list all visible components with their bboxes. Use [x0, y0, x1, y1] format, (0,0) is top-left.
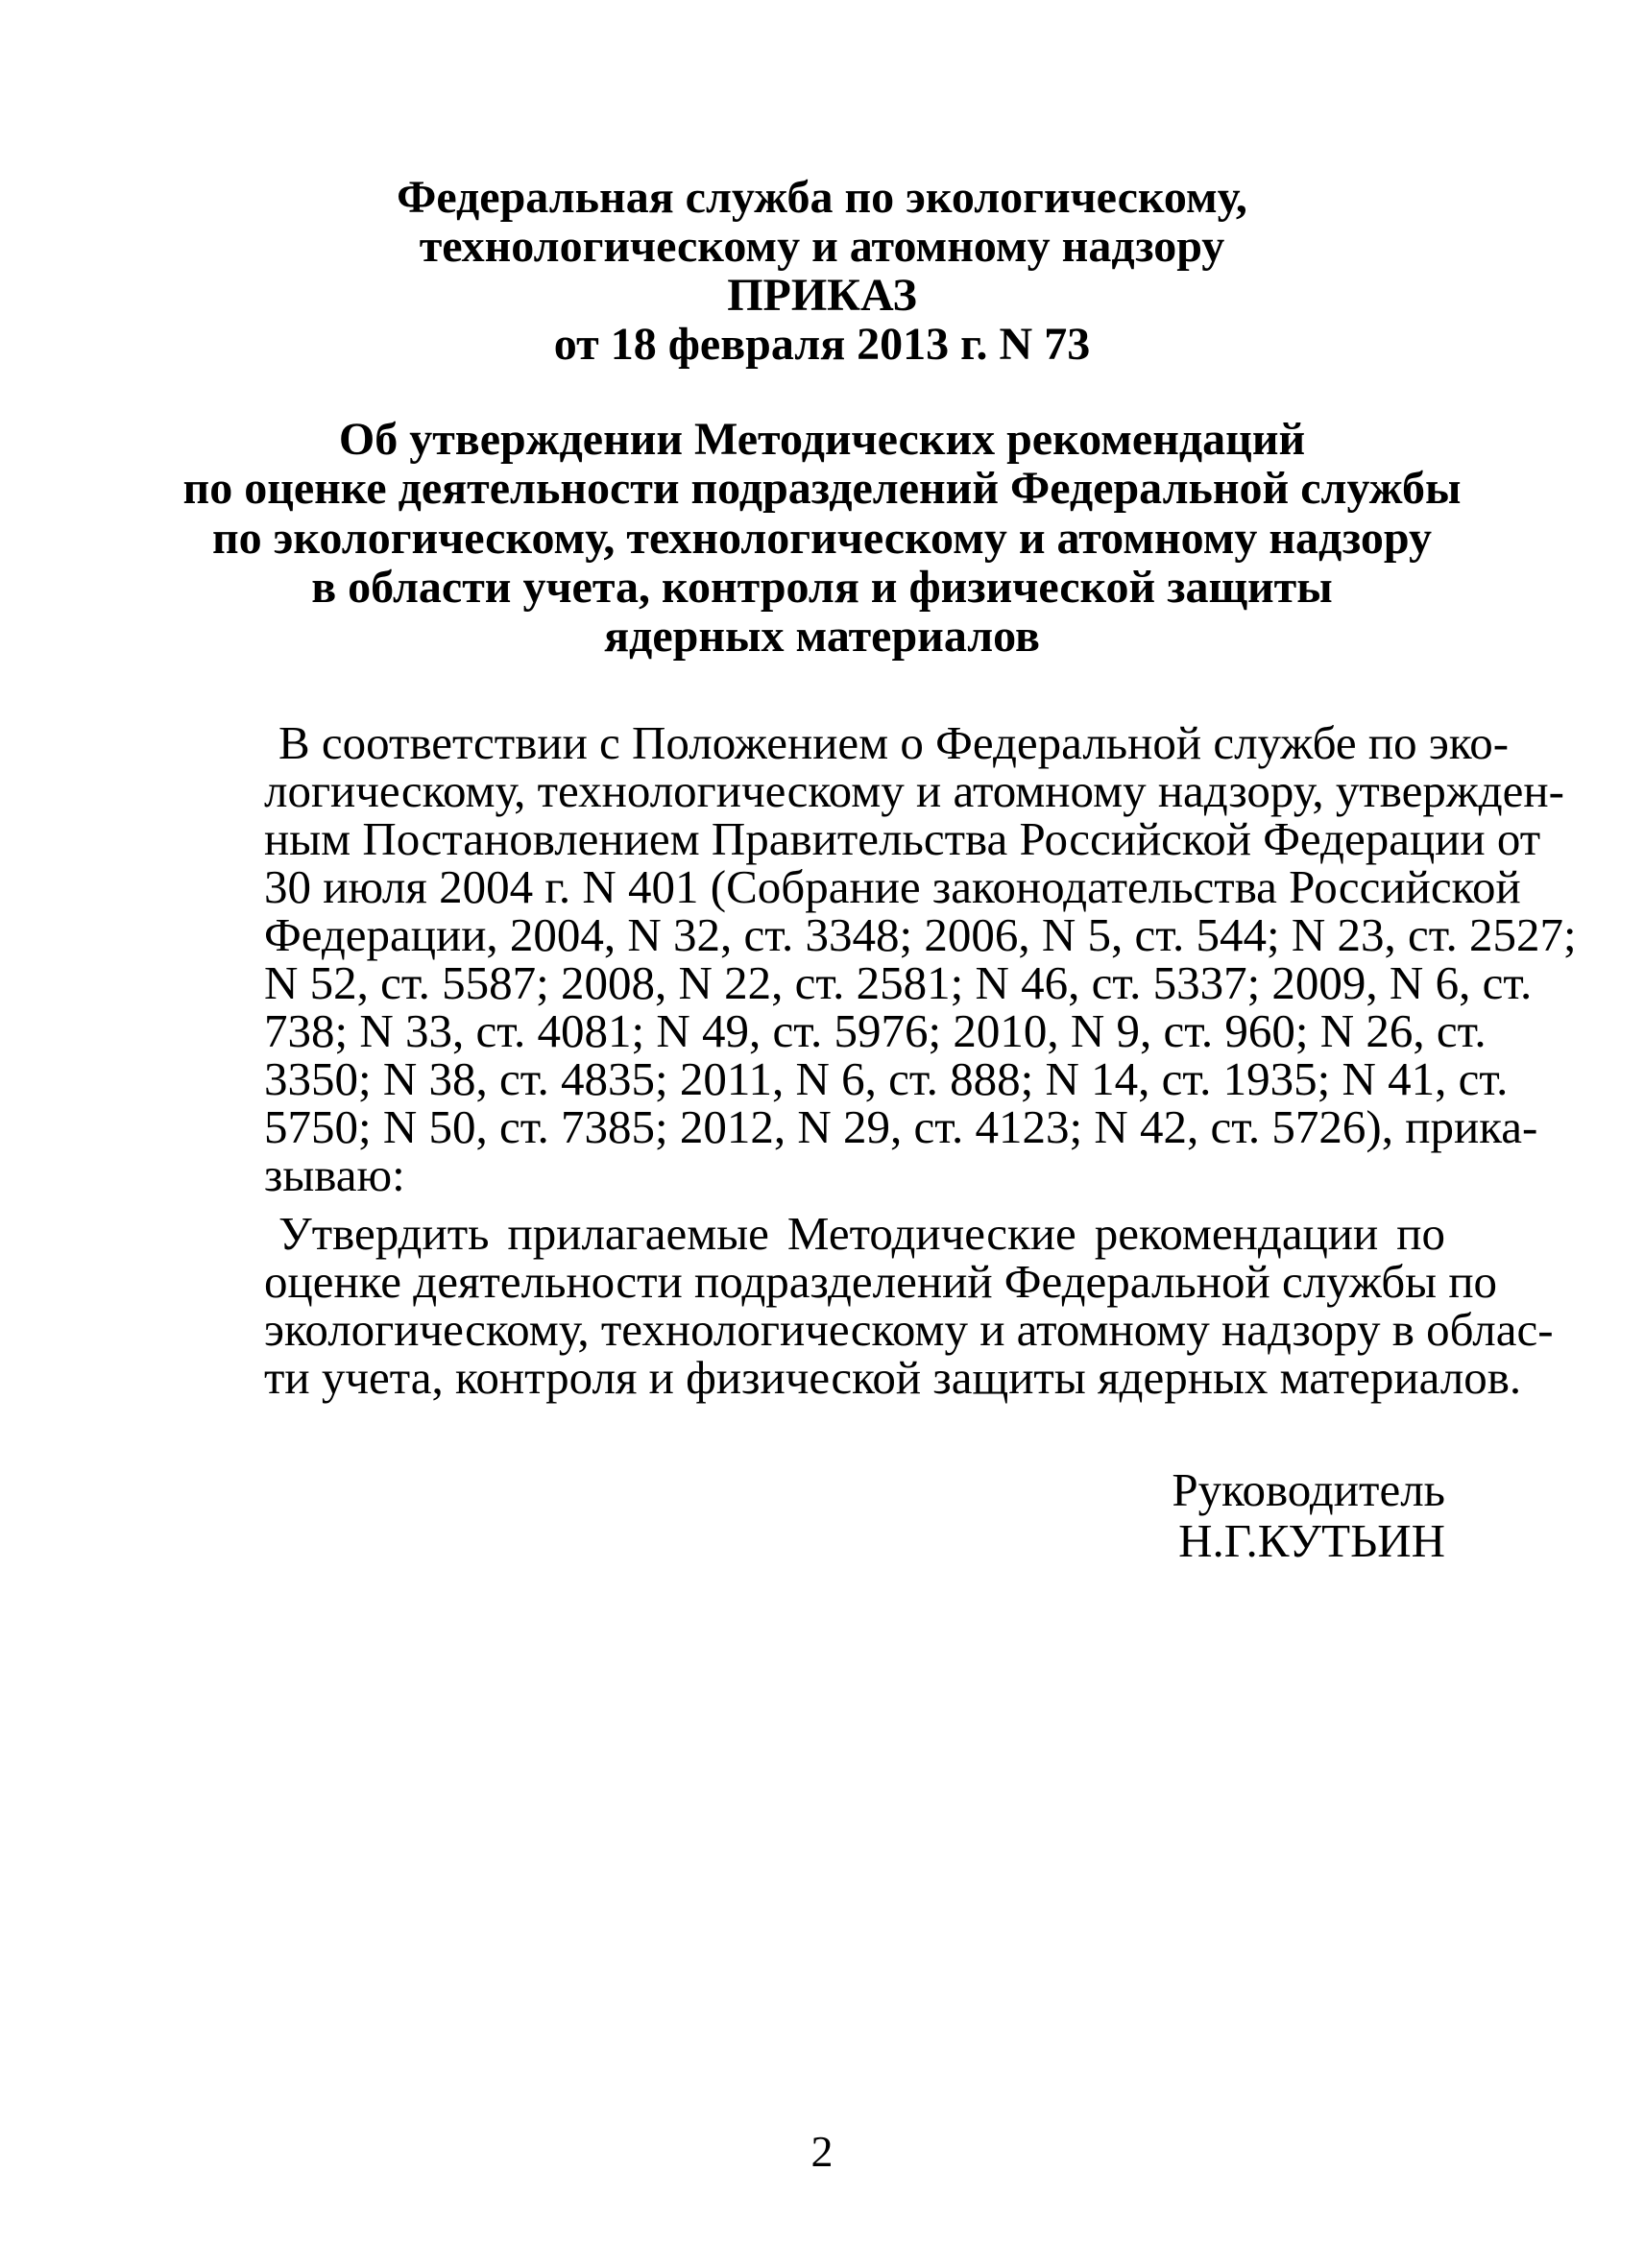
signatory-name: Н.Г.КУТЬИН — [1178, 1514, 1445, 1567]
paragraph-2-line-1: Утвердить прилагаемые Методические рекомендации по — [278, 1207, 1445, 1260]
paragraph-2-line-2: оценке деятельности подразделений Федеральной службы по — [264, 1255, 1498, 1308]
signatory-position: Руководитель — [1172, 1463, 1445, 1516]
paragraph-2-line-3: экологическому, технологическому и атомному надзору в облас- — [264, 1303, 1554, 1356]
agency-name-line-2: технологическому и атомному надзору — [419, 221, 1225, 272]
document-type: ПРИКАЗ — [727, 270, 917, 321]
paragraph-1-line-2: логическому, технологическому и атомному надзору, утвержден- — [264, 764, 1564, 817]
title-line-3: по экологическому, технологическому и атомному надзору — [211, 513, 1432, 564]
title-line-2: по оценке деятельности подразделений Федеральной службы — [182, 463, 1462, 514]
page-number: 2 — [810, 2127, 834, 2176]
paragraph-1-line-3: ным Постановлением Правительства Российской Федерации от — [264, 812, 1541, 865]
paragraph-1-line-7: 738; N 33, ст. 4081; N 49, ст. 5976; 2010, N 9, ст. 960; N 26, ст. — [264, 1004, 1487, 1057]
paragraph-1-line-8: 3350; N 38, ст. 4835; 2011, N 6, ст. 888; N 14, ст. 1935; N 41, ст. — [264, 1052, 1509, 1105]
title-line-5: ядерных материалов — [604, 611, 1040, 662]
title-line-4: в области учета, контроля и физической защиты — [311, 562, 1333, 613]
title-line-1: Об утверждении Методических рекомендаций — [338, 414, 1306, 465]
paragraph-2-line-4: ти учета, контроля и физической защиты ядерных материалов. — [264, 1351, 1522, 1404]
paragraph-1-line-9: 5750; N 50, ст. 7385; 2012, N 29, ст. 4123; N 42, ст. 5726), прика- — [264, 1100, 1538, 1153]
paragraph-1-line-4: 30 июля 2004 г. N 401 (Собрание законодательства Российской — [264, 860, 1521, 913]
document-date-number: от 18 февраля 2013 г. N 73 — [553, 319, 1091, 370]
paragraph-1-line-5: Федерации, 2004, N 32, ст. 3348; 2006, N 5, ст. 544; N 23, ст. 2527; — [264, 908, 1577, 961]
agency-name-line-1: Федеральная служба по экологическому, — [397, 172, 1247, 223]
paragraph-1-line-6: N 52, ст. 5587; 2008, N 22, ст. 2581; N 46, ст. 5337; 2009, N 6, ст. — [264, 956, 1533, 1009]
paragraph-1-line-10: зываю: — [264, 1148, 405, 1201]
paragraph-1-line-1: В соответствии с Положением о Федеральной службе по эко- — [278, 716, 1510, 769]
